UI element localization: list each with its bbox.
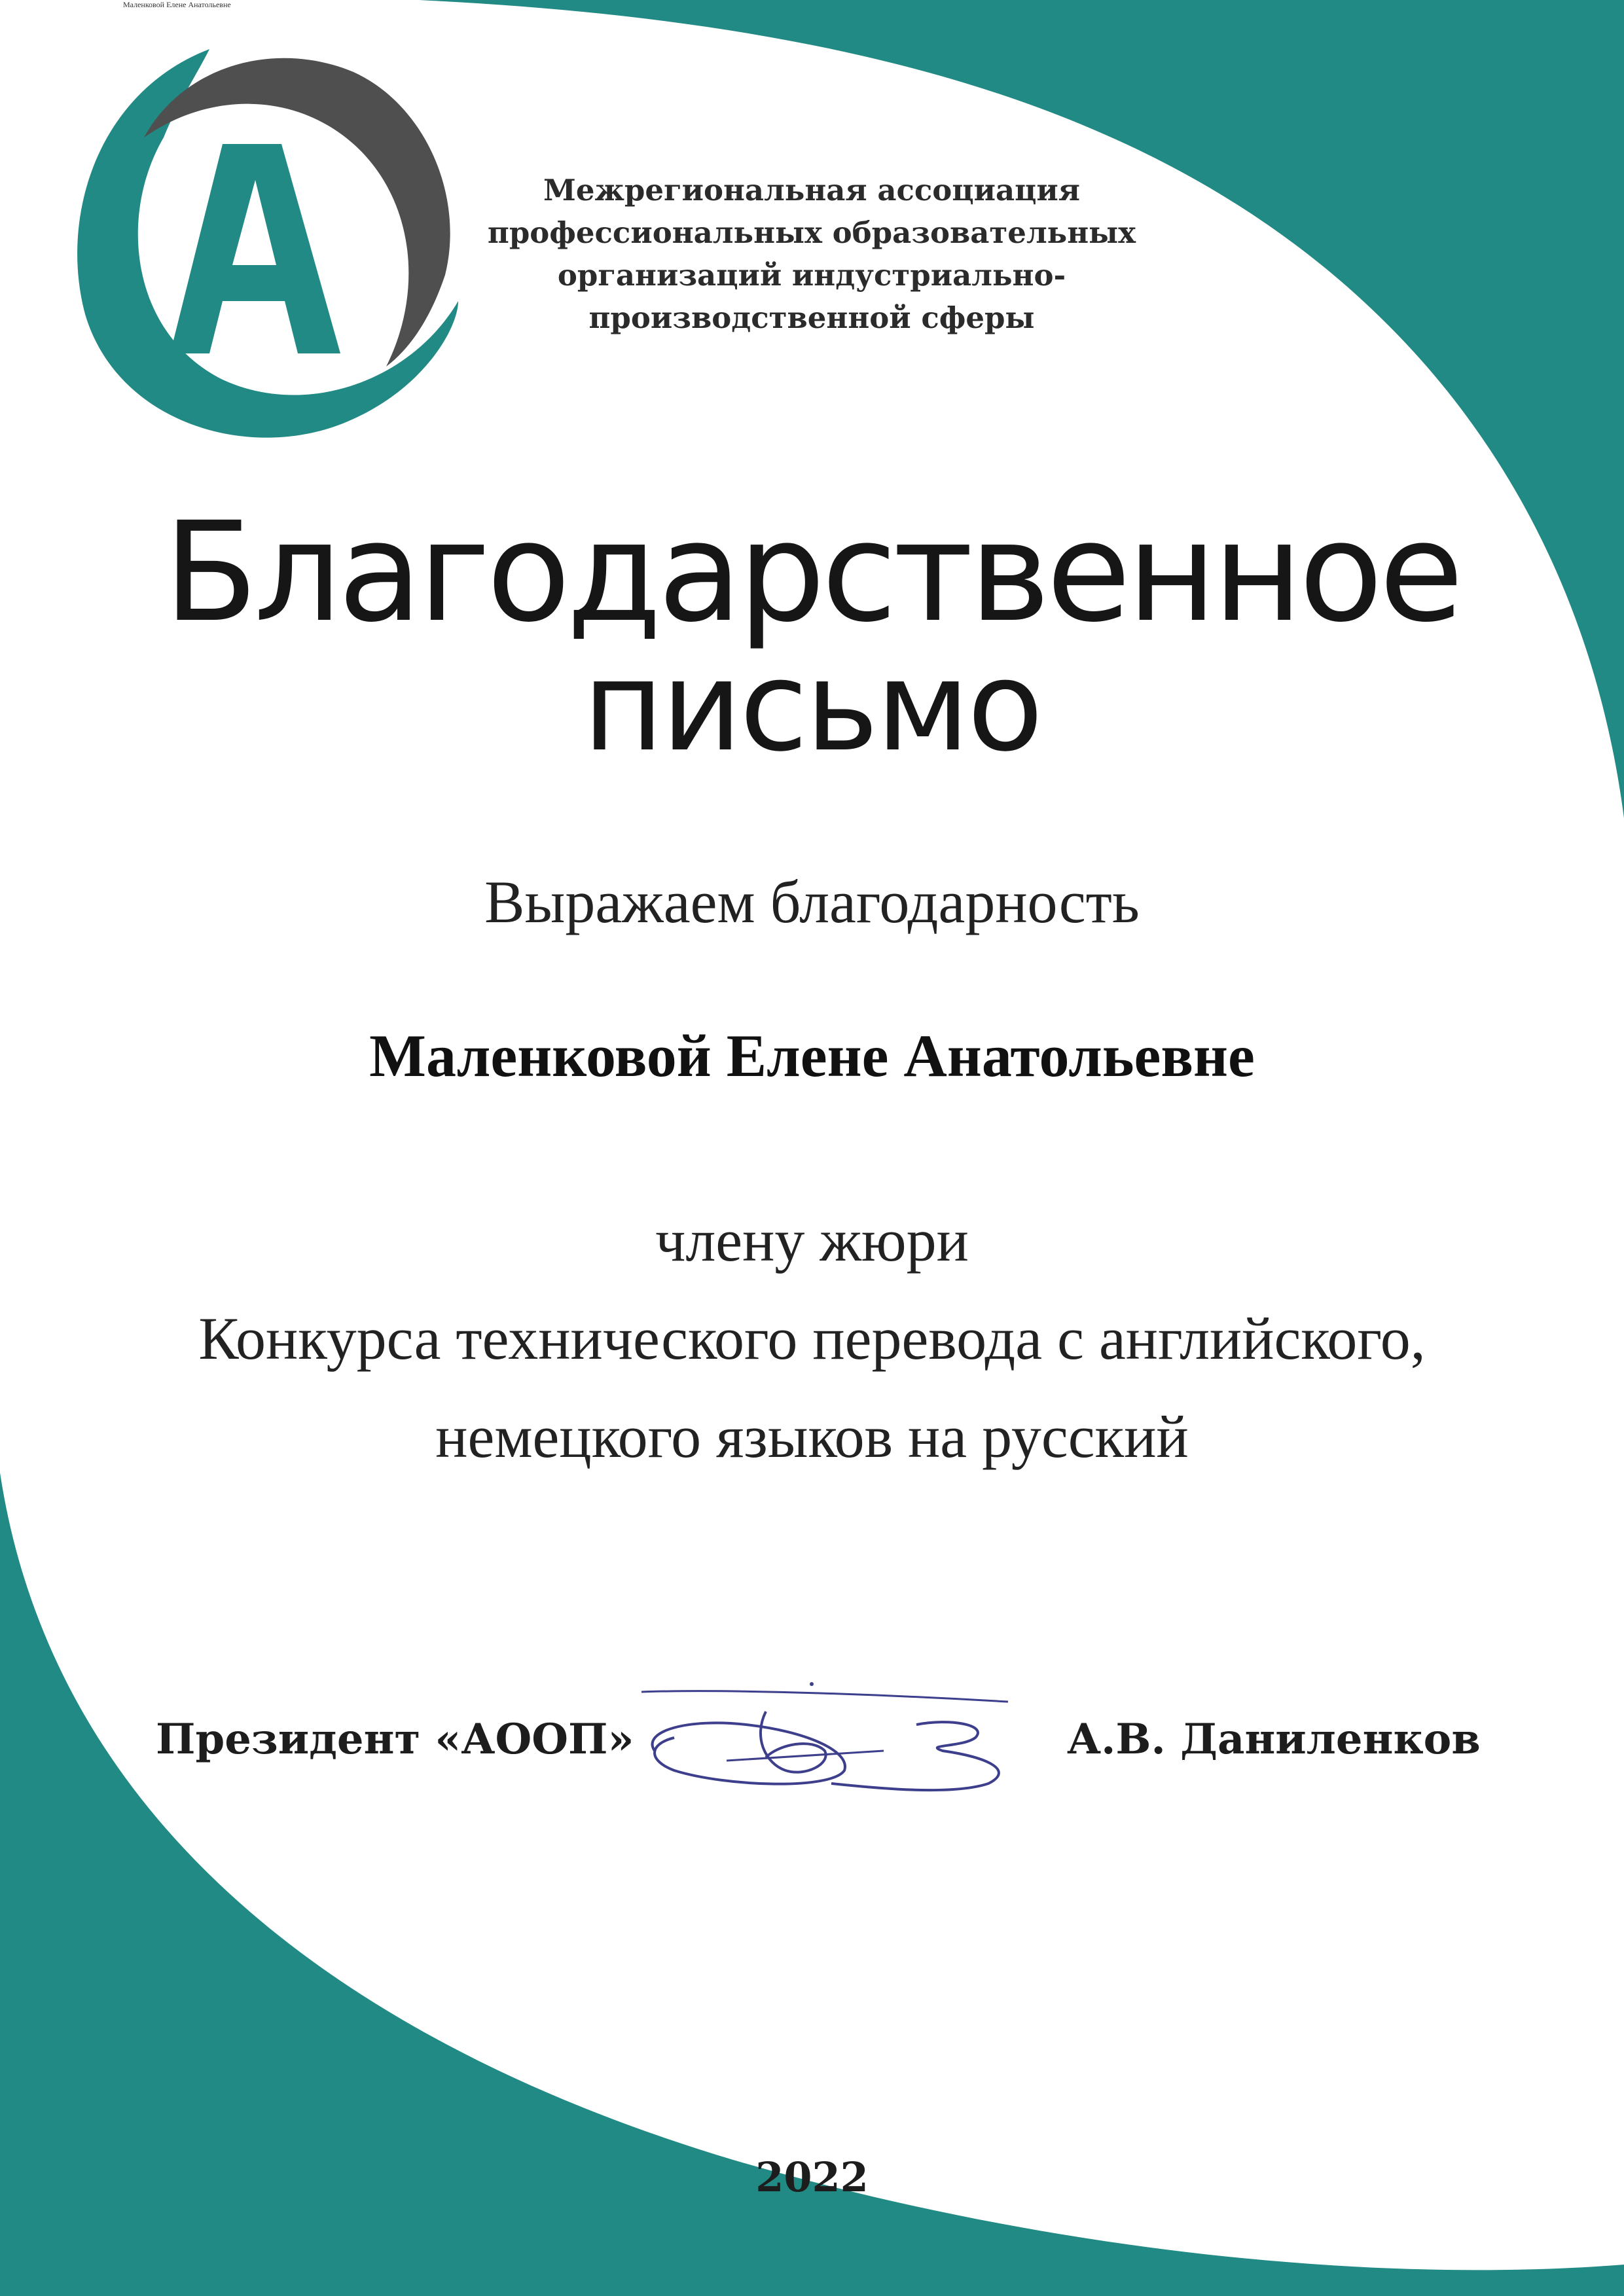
title-line-1: Благодарственное	[163, 492, 1460, 653]
organization-name-line: организаций индустриально-	[557, 258, 1066, 293]
organization-name	[458, 169, 1165, 339]
signer-name: А.В. Даниленков	[1067, 1715, 1481, 1764]
recipient-role	[0, 1191, 1624, 1486]
association-logo-icon	[59, 39, 465, 452]
signer-position: Президент «АООП»	[156, 1715, 634, 1764]
organization-name-line: профессиональных образовательных	[487, 215, 1136, 250]
recipient-name: Маленковой Елене Анатольевне	[369, 1022, 1255, 1089]
header-tiny-text: Маленковой Елене Анатольевне	[123, 0, 231, 9]
organization-name-line: Межрегиональная ассоциация	[543, 173, 1080, 207]
handwritten-signature-icon	[635, 1672, 1015, 1810]
role-line: члену жюри	[655, 1207, 969, 1274]
role-line: Конкурса технического перевода с английского,	[198, 1305, 1426, 1372]
document-title	[157, 492, 1466, 779]
title-line-2: письмо	[583, 634, 1041, 779]
document-year: 2022	[755, 2153, 869, 2201]
role-line: немецкого языков на русский	[435, 1403, 1189, 1470]
gratitude-phrase: Выражаем благодарность	[484, 869, 1140, 935]
organization-name-line: производственной сферы	[588, 300, 1035, 335]
